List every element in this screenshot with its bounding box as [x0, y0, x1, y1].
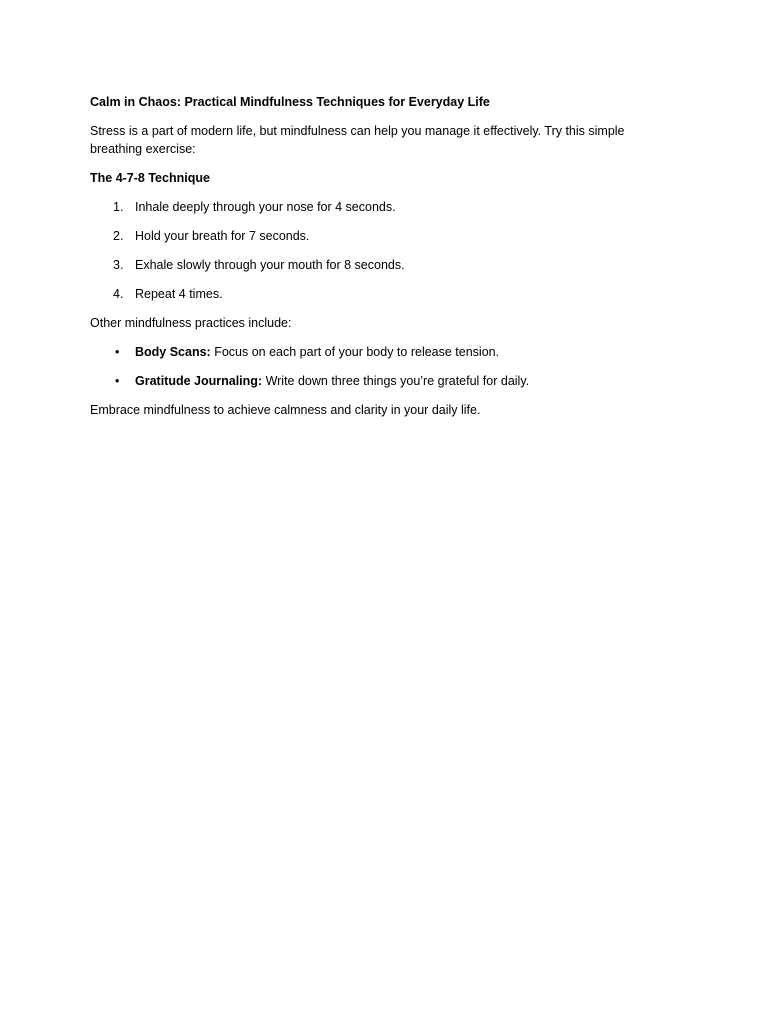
list-item [90, 227, 650, 245]
document-page [90, 94, 650, 419]
list-item [90, 285, 650, 303]
list-item [90, 198, 650, 216]
bullet-icon: • [115, 345, 120, 359]
technique-heading: The 4-7-8 Technique [90, 171, 210, 185]
list-item-text: Hold your breath for 7 seconds. [135, 229, 310, 243]
list-number: 2. [113, 229, 124, 243]
list-number: 3. [113, 258, 124, 272]
practices-list [90, 343, 650, 390]
list-item [90, 256, 650, 274]
list-item-text: Repeat 4 times. [135, 287, 223, 301]
intro-paragraph: Stress is a part of modern life, but mindfulness can help you manage it effectively. Try this simple breathing exercise: [90, 124, 625, 156]
list-number: 4. [113, 287, 124, 301]
practice-description: Write down three things you’re grateful for daily. [262, 374, 530, 388]
list-number: 1. [113, 200, 124, 214]
list-item-text: Inhale deeply through your nose for 4 seconds. [135, 200, 396, 214]
bullet-icon: • [115, 374, 120, 388]
practice-term: Body Scans: [135, 345, 211, 359]
list-item-text: Exhale slowly through your mouth for 8 seconds. [135, 258, 405, 272]
practice-term: Gratitude Journaling: [135, 374, 263, 388]
other-practices-intro: Other mindfulness practices include: [90, 316, 292, 330]
steps-list [90, 198, 650, 303]
list-item [90, 343, 650, 361]
document-title: Calm in Chaos: Practical Mindfulness Techniques for Everyday Life [90, 95, 490, 109]
list-item [90, 372, 650, 390]
closing-paragraph: Embrace mindfulness to achieve calmness and clarity in your daily life. [90, 403, 481, 417]
practice-description: Focus on each part of your body to release tension. [210, 345, 500, 359]
